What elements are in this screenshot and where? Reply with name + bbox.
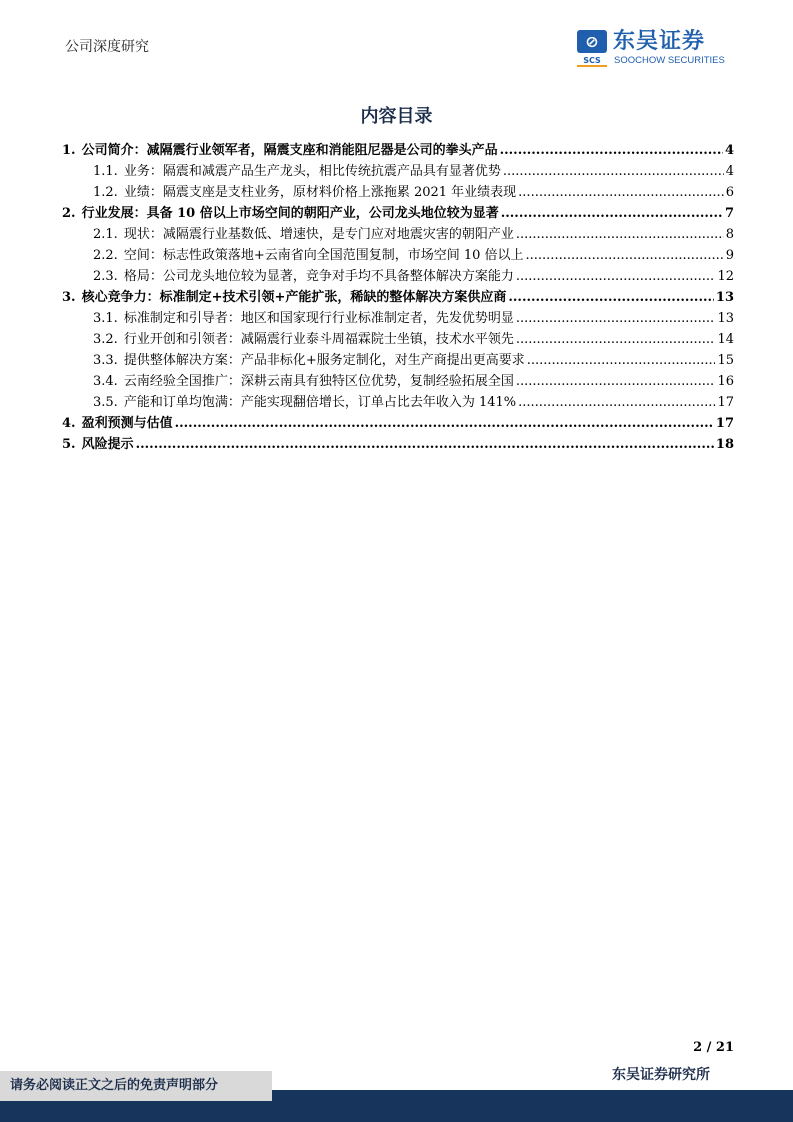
toc-number: 5. [62,437,76,452]
toc-page: 17 [717,395,734,410]
toc-page: 4 [724,143,734,158]
toc-number: 3.2. [93,332,118,347]
footer-bar-left [0,1101,272,1122]
toc-number: 3.4. [93,374,118,389]
toc-entry[interactable] [62,203,734,224]
toc-entry[interactable] [62,434,734,455]
toc-number: 3. [62,290,76,305]
toc-text: 格局：公司龙头地位较为显著，竞争对手均不具备整体解决方案能力 [123,269,514,284]
toc-leader [516,329,716,350]
toc-entry[interactable] [62,140,734,161]
toc-entry[interactable] [62,371,734,392]
toc-leader [136,434,714,455]
toc-page: 16 [717,374,734,389]
toc-page: 12 [717,269,734,284]
toc-text: 风险提示 [81,437,134,452]
footer-bar [272,1090,793,1122]
toc-entry[interactable] [62,224,734,245]
toc-leader [508,287,714,308]
toc-number: 2.1. [93,227,118,242]
toc-text: 公司简介：减隔震行业领军者，隔震支座和消能阻尼器是公司的拳头产品 [81,143,498,158]
toc-leader [175,413,714,434]
toc-text: 产能和订单均饱满：产能实现翻倍增长，订单占比去年收入为 141% [123,395,517,410]
toc-number: 1.1. [93,164,118,179]
toc-page: 15 [717,353,734,368]
toc-page: 9 [725,248,734,263]
toc-number: 2.3. [93,269,118,284]
toc-number: 1.2. [93,185,118,200]
toc-page: 7 [724,206,734,221]
toc-entry[interactable] [62,329,734,350]
toc-page: 4 [725,164,734,179]
soochow-logo [577,30,742,70]
toc-entry[interactable] [62,413,734,434]
logo-en: SOOCHOW SECURITIES [614,55,725,66]
page-title: 内容目录 [360,106,433,127]
toc-text: 提供整体解决方案：产品非标化+服务定制化，对生产商提出更高要求 [123,353,525,368]
toc-page: 17 [715,416,734,431]
toc-leader [501,203,723,224]
toc-leader [527,350,716,371]
toc-text: 行业发展：具备 10 倍以上市场空间的朝阳产业，公司龙头地位较为显著 [81,206,499,221]
toc-text: 业务：隔震和减震产品生产龙头，相比传统抗震产品具有显著优势 [123,164,501,179]
toc-number: 3.3. [93,353,118,368]
toc-text: 盈利预测与估值 [81,416,173,431]
toc-entry[interactable] [62,245,734,266]
logo-abbr: SCS [577,56,607,67]
toc-leader [526,245,724,266]
logo-cn: 东吴证券 [613,29,706,54]
logo-mark-icon: ⊘ [577,30,607,53]
toc-leader [503,161,724,182]
toc-leader [516,266,716,287]
toc-entry[interactable] [62,161,734,182]
toc-entry[interactable] [62,308,734,329]
toc-text: 现状：减隔震行业基数低、增速快，是专门应对地震灾害的朝阳产业 [123,227,514,242]
toc-number: 3.5. [93,395,118,410]
toc-number: 2.2. [93,248,118,263]
toc-page: 13 [715,290,734,305]
toc-entry[interactable] [62,287,734,308]
toc-page: 8 [725,227,734,242]
toc-entry[interactable] [62,182,734,203]
toc-entry[interactable] [62,392,734,413]
page-number: 2 / 21 [693,1040,734,1055]
institute-name: 东吴证券研究所 [612,1067,710,1083]
toc-text: 空间：标志性政策落地+云南省向全国范围复制，市场空间 10 倍以上 [123,248,524,263]
doc-type-label: 公司深度研究 [65,39,149,55]
toc-leader [518,392,715,413]
toc-page: 14 [717,332,734,347]
disclaimer-note: 请务必阅读正文之后的免责声明部分 [0,1071,272,1101]
toc-leader [516,224,724,245]
table-of-contents [62,140,734,455]
toc-text: 云南经验全国推广：深耕云南具有独特区位优势，复制经验拓展全国 [123,374,514,389]
toc-page: 18 [715,437,734,452]
toc-text: 业绩：隔震支座是支柱业务，原材料价格上涨拖累 2021 年业绩表现 [123,185,517,200]
toc-text: 行业开创和引领者：减隔震行业泰斗周福霖院士坐镇，技术水平领先 [123,332,514,347]
toc-page: 6 [725,185,734,200]
toc-leader [500,140,723,161]
toc-leader [516,308,716,329]
toc-leader [518,182,724,203]
toc-page: 13 [717,311,734,326]
toc-number: 3.1. [93,311,118,326]
toc-text: 核心竞争力：标准制定+技术引领+产能扩张，稀缺的整体解决方案供应商 [81,290,507,305]
toc-number: 2. [62,206,76,221]
toc-number: 4. [62,416,76,431]
toc-number: 1. [62,143,76,158]
toc-entry[interactable] [62,266,734,287]
toc-text: 标准制定和引导者：地区和国家现行行业标准制定者，先发优势明显 [123,311,514,326]
toc-entry[interactable] [62,350,734,371]
toc-leader [516,371,716,392]
